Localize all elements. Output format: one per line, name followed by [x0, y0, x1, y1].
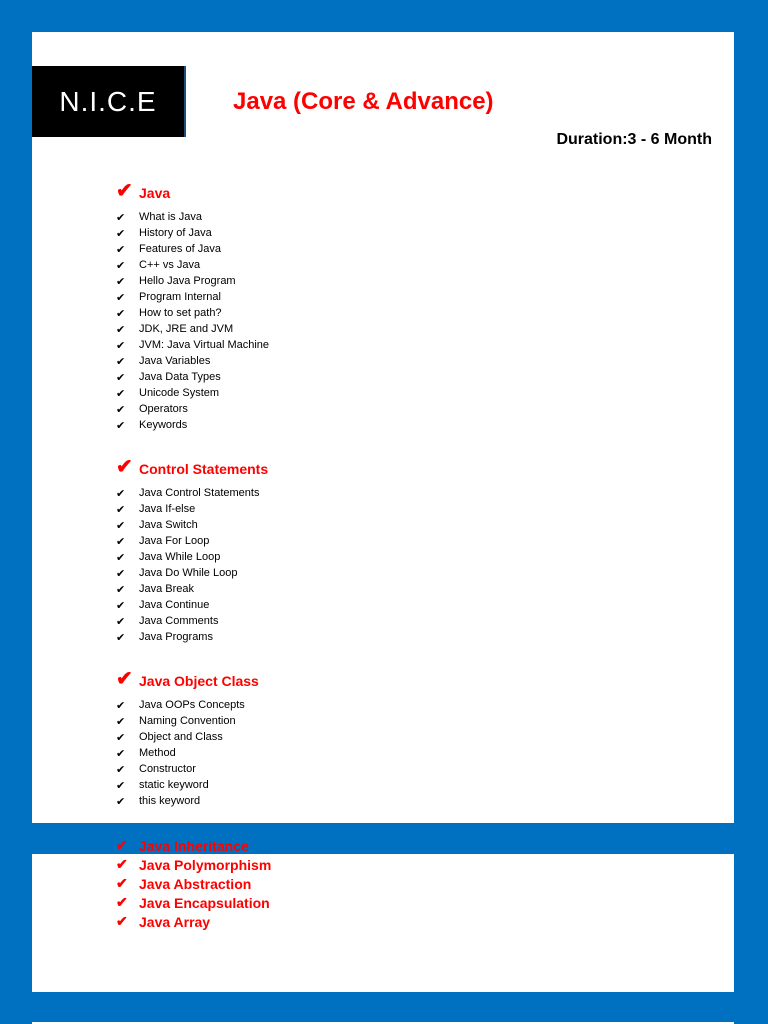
- list-item: [116, 729, 245, 745]
- check-icon: ✔: [116, 583, 126, 596]
- section-heading-control-statements: [116, 457, 268, 477]
- topic-label: Java Data Types: [139, 371, 221, 383]
- topic-label: Java For Loop: [139, 535, 210, 547]
- check-icon: ✔: [116, 747, 126, 760]
- topic-label: Java Break: [139, 583, 195, 595]
- list-item: [116, 533, 259, 549]
- list-item: [116, 836, 271, 855]
- list-item: [116, 777, 245, 793]
- list-item: [116, 713, 245, 729]
- topic-label: Object and Class: [139, 731, 223, 743]
- topic-label: Java If-else: [139, 503, 196, 515]
- topic-label: Keywords: [139, 419, 188, 431]
- check-icon: ✔: [116, 894, 128, 910]
- topic-label: JDK, JRE and JVM: [139, 323, 234, 335]
- check-icon: ✔: [116, 856, 128, 872]
- section-heading-java: [116, 181, 170, 201]
- list-item: [116, 321, 269, 337]
- check-icon: ✔: [116, 275, 126, 288]
- topic-label: Java Comments: [139, 615, 219, 627]
- list-item: [116, 353, 269, 369]
- list-item: [116, 912, 271, 931]
- topic-label: Operators: [139, 403, 188, 415]
- check-icon: ✔: [116, 567, 126, 580]
- list-item: [116, 209, 269, 225]
- list-item: [116, 305, 269, 321]
- check-icon: ✔: [116, 339, 126, 352]
- check-icon: ✔: [116, 519, 126, 532]
- topic-label: Java Encapsulation: [139, 894, 270, 911]
- topic-label: Java Inheritance: [139, 837, 249, 854]
- check-icon: ✔: [116, 403, 126, 416]
- check-icon: ✔: [116, 487, 126, 500]
- list-item: [116, 241, 269, 257]
- topic-label: C++ vs Java: [139, 259, 201, 271]
- check-icon: ✔: [116, 535, 126, 548]
- check-icon: ✔: [116, 599, 126, 612]
- check-icon: ✔: [116, 795, 126, 808]
- check-icon: ✔: [116, 307, 126, 320]
- list-item: [116, 401, 269, 417]
- check-icon: ✔: [116, 211, 126, 224]
- topic-label: this keyword: [139, 795, 201, 807]
- list-item: [116, 697, 245, 713]
- check-icon: ✔: [116, 631, 126, 644]
- list-item: [116, 793, 245, 809]
- check-icon: ✔: [116, 291, 126, 304]
- topic-label: Program Internal: [139, 291, 221, 303]
- list-item: [116, 289, 269, 305]
- topic-label: Java Switch: [139, 519, 198, 531]
- section-title: Java: [139, 185, 171, 201]
- check-icon: ✔: [116, 715, 126, 728]
- check-icon: ✔: [116, 699, 126, 712]
- check-icon: ✔: [116, 243, 126, 256]
- list-item: [116, 417, 269, 433]
- list-item: [116, 273, 269, 289]
- check-icon: ✔: [116, 180, 133, 202]
- course-title: Java (Core & Advance): [233, 88, 494, 115]
- list-item: [116, 745, 245, 761]
- check-icon: ✔: [116, 355, 126, 368]
- nice-logo: [32, 66, 184, 137]
- check-icon: ✔: [116, 875, 128, 891]
- topic-label: Unicode System: [139, 387, 220, 399]
- check-icon: ✔: [116, 456, 133, 478]
- topic-label: Java Control Statements: [139, 487, 260, 499]
- check-icon: ✔: [116, 371, 126, 384]
- check-icon: ✔: [116, 779, 126, 792]
- list-item: [116, 485, 259, 501]
- check-icon: ✔: [116, 387, 126, 400]
- logo-text: N.I.C.E: [59, 85, 157, 117]
- list-item: [116, 874, 271, 893]
- list-item: [116, 549, 259, 565]
- topic-label: JVM: Java Virtual Machine: [139, 339, 270, 351]
- list-item: [116, 517, 259, 533]
- list-item: [116, 385, 269, 401]
- topic-label: How to set path?: [139, 307, 222, 319]
- more-topics-list: [116, 836, 271, 931]
- check-icon: ✔: [116, 837, 128, 853]
- topic-label: Java Continue: [139, 599, 210, 611]
- list-item: [116, 893, 271, 912]
- check-icon: ✔: [116, 503, 126, 516]
- topic-label: What is Java: [139, 211, 202, 223]
- section-title: Control Statements: [139, 461, 269, 477]
- section-heading-object-class: [116, 669, 259, 689]
- list-item: [116, 613, 259, 629]
- list-item: [116, 629, 259, 645]
- list-item: [116, 337, 269, 353]
- section-topic-list-java: [116, 209, 269, 433]
- check-icon: ✔: [116, 419, 126, 432]
- check-icon: ✔: [116, 668, 133, 690]
- list-item: [116, 855, 271, 874]
- topic-label: Constructor: [139, 763, 196, 775]
- topic-label: Method: [139, 747, 176, 759]
- topic-label: Java Variables: [139, 355, 211, 367]
- check-icon: ✔: [116, 913, 128, 929]
- topic-label: Java While Loop: [139, 551, 221, 563]
- list-item: [116, 597, 259, 613]
- topic-label: Hello Java Program: [139, 275, 236, 287]
- list-item: [116, 565, 259, 581]
- topic-label: Java Do While Loop: [139, 567, 238, 579]
- section-topic-list-object-class: [116, 697, 245, 809]
- check-icon: ✔: [116, 731, 126, 744]
- topic-label: Java OOPs Concepts: [139, 699, 245, 711]
- list-item: [116, 501, 259, 517]
- topic-label: History of Java: [139, 227, 212, 239]
- section-topic-list-control-statements: [116, 485, 259, 645]
- topic-label: Features of Java: [139, 243, 221, 255]
- check-icon: ✔: [116, 259, 126, 272]
- check-icon: ✔: [116, 551, 126, 564]
- list-item: [116, 761, 245, 777]
- check-icon: ✔: [116, 227, 126, 240]
- topic-label: Java Polymorphism: [139, 856, 272, 873]
- list-item: [116, 581, 259, 597]
- topic-label: Naming Convention: [139, 715, 236, 727]
- check-icon: ✔: [116, 323, 126, 336]
- topic-label: Java Array: [139, 913, 211, 930]
- topic-label: Java Programs: [139, 631, 213, 643]
- list-item: [116, 369, 269, 385]
- check-icon: ✔: [116, 615, 126, 628]
- course-duration: Duration:3 - 6 Month: [556, 131, 712, 148]
- topic-label: static keyword: [139, 779, 209, 791]
- topic-label: Java Abstraction: [139, 875, 252, 892]
- list-item: [116, 257, 269, 273]
- section-title: Java Object Class: [139, 673, 259, 689]
- check-icon: ✔: [116, 763, 126, 776]
- list-item: [116, 225, 269, 241]
